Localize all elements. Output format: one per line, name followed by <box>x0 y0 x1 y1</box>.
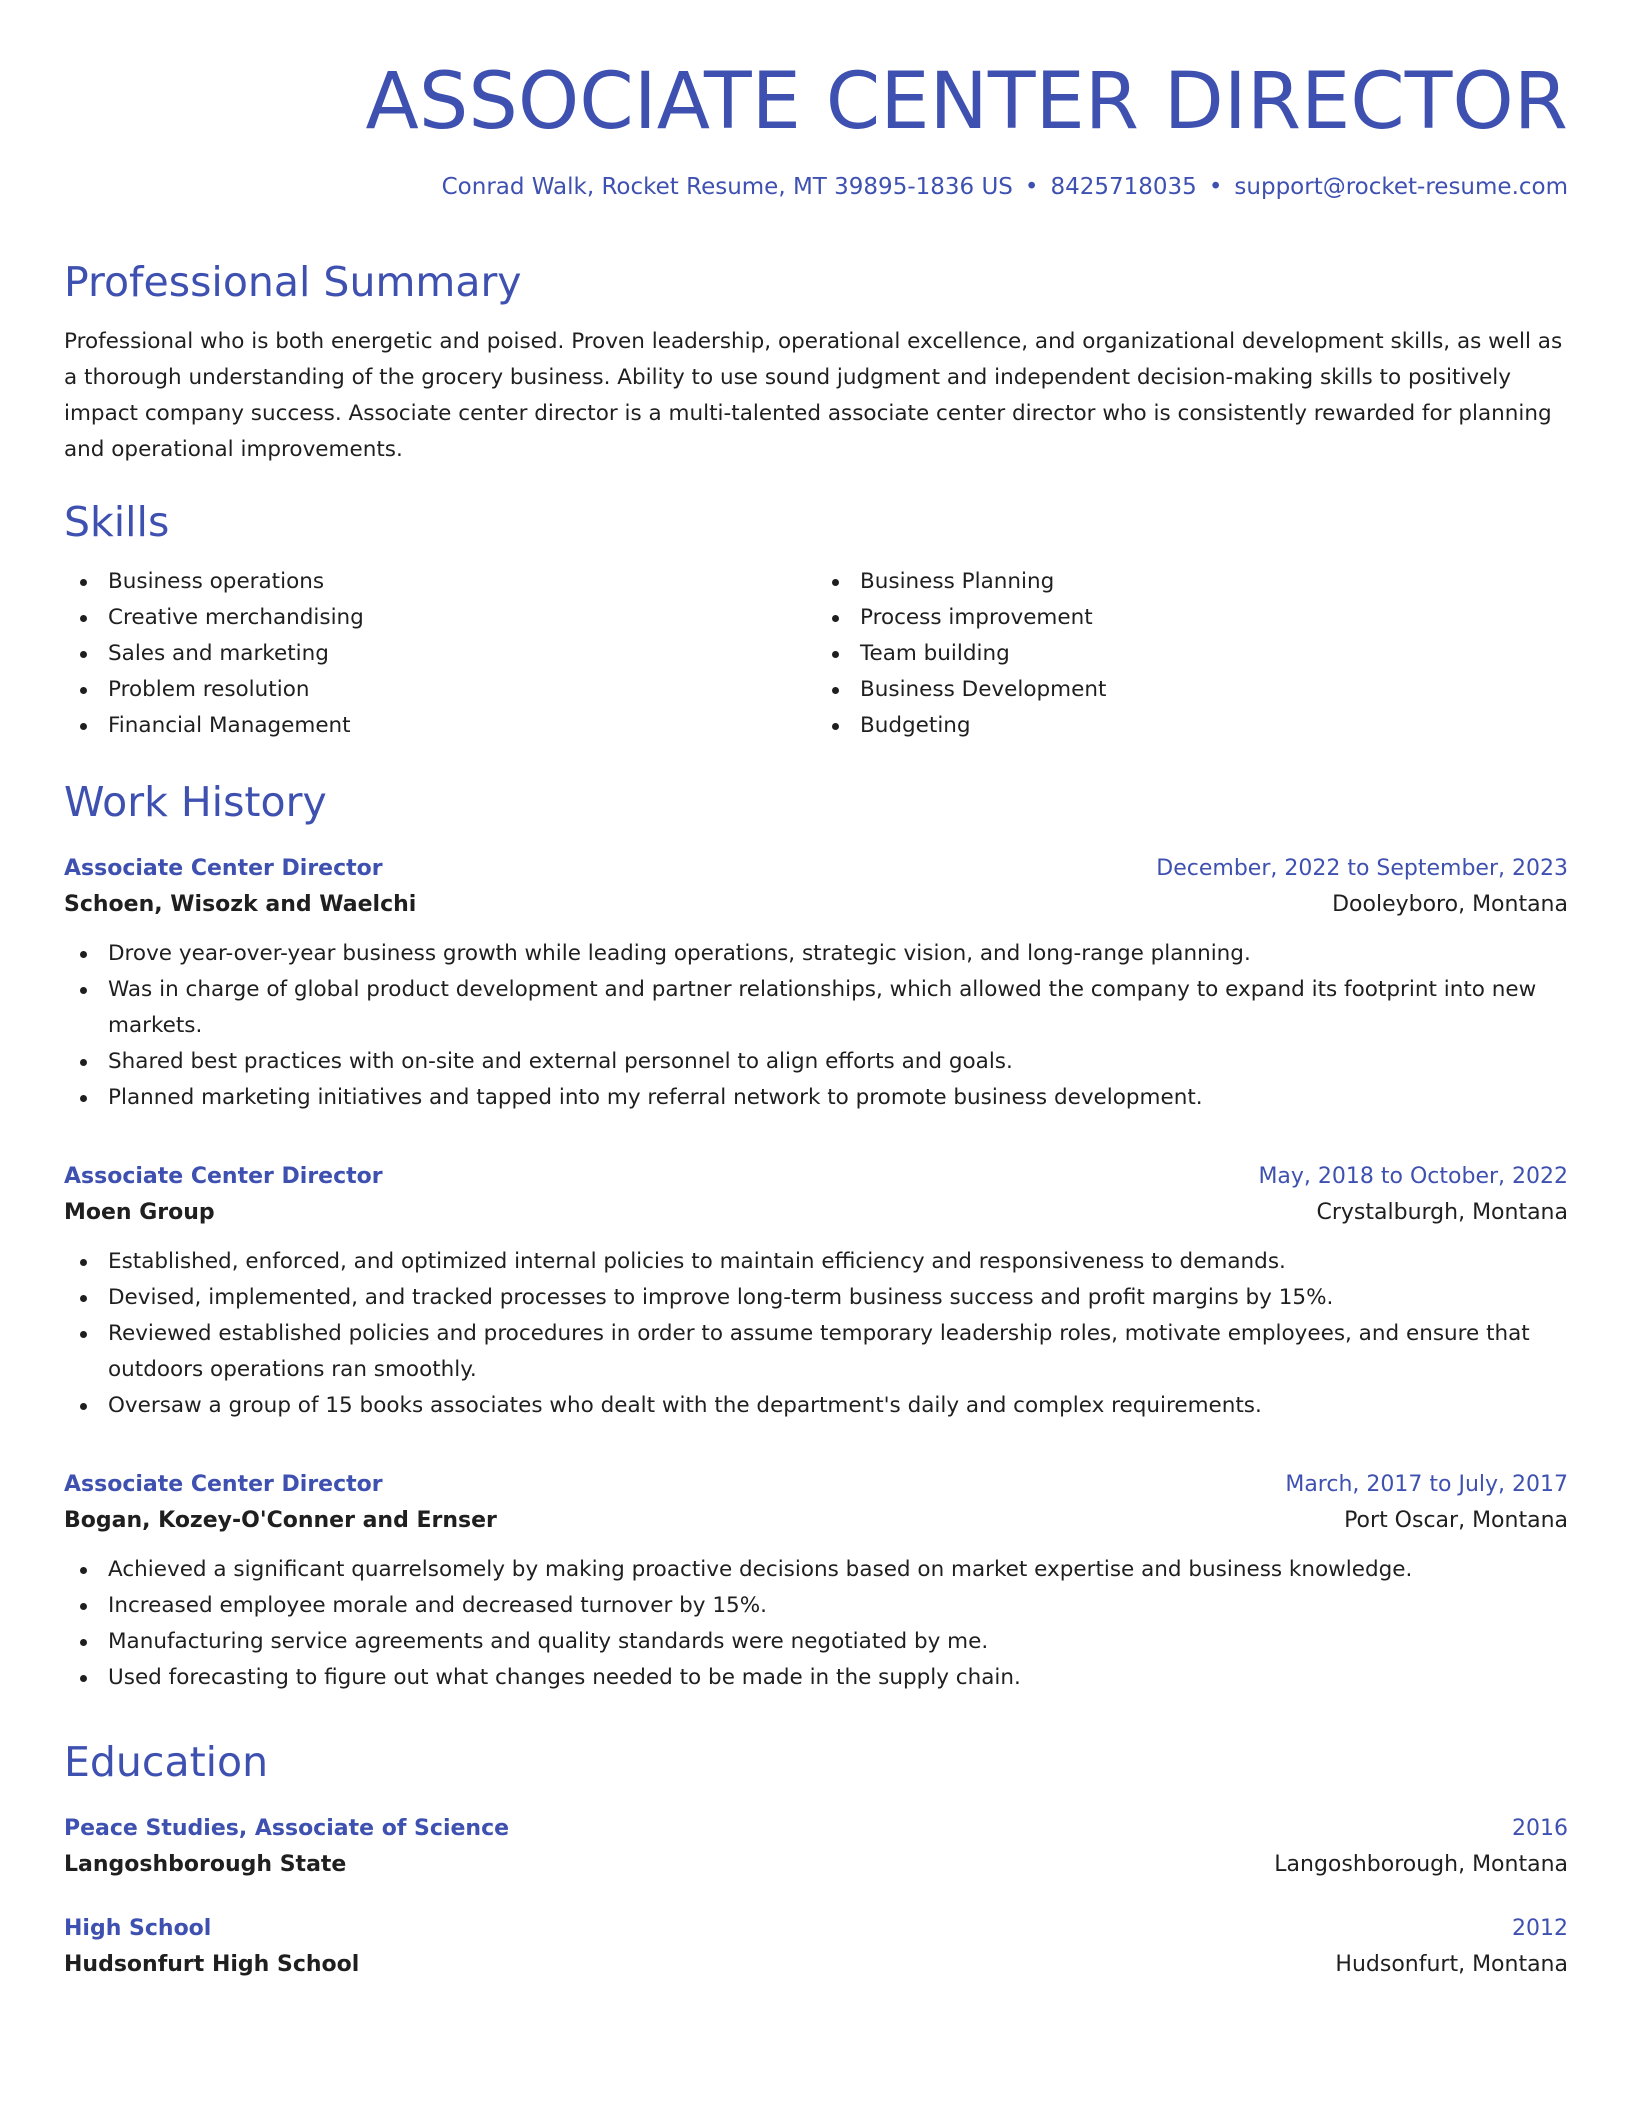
job-company: Moen Group <box>64 1200 215 1225</box>
contact-separator: • <box>1024 174 1039 200</box>
resume-header <box>64 0 1568 204</box>
job-bullet: Reviewed established policies and procedures in order to assume temporary leadership roles, motivate employees, and ensure that outdoors operations ran smoothly. <box>64 1316 1568 1388</box>
job-header-row <box>64 852 1568 886</box>
job-location: Crystalburgh, Montana <box>1316 1200 1568 1225</box>
job-entry <box>64 852 1568 1116</box>
job-company-row <box>64 1194 1568 1232</box>
job-bullets <box>64 1244 1568 1424</box>
work-history-heading: Work History <box>64 778 327 826</box>
job-header-row <box>64 1160 1568 1194</box>
job-role: Associate Center Director <box>64 1472 383 1497</box>
education-entry <box>64 1912 1568 1984</box>
job-role: Associate Center Director <box>64 856 383 881</box>
job-header-row <box>64 1468 1568 1502</box>
job-location: Port Oscar, Montana <box>1344 1508 1568 1533</box>
education-header-row <box>64 1812 1568 1846</box>
job-bullet: Manufacturing service agreements and quality standards were negotiated by me. <box>64 1624 1568 1660</box>
contact-line <box>64 170 1568 204</box>
skills-heading: Skills <box>64 498 170 546</box>
skills-grid <box>64 564 1568 744</box>
education-year: 2016 <box>1512 1816 1568 1841</box>
job-entry <box>64 1468 1568 1696</box>
job-bullets <box>64 936 1568 1116</box>
job-company: Bogan, Kozey-O'Conner and Ernser <box>64 1508 497 1533</box>
job-bullet: Devised, implemented, and tracked processes to improve long-term business success and profit margins by 15%. <box>64 1280 1568 1316</box>
summary-heading: Professional Summary <box>64 258 522 306</box>
education-school: Hudsonfurt High School <box>64 1952 360 1977</box>
job-company: Schoen, Wisozk and Waelchi <box>64 892 417 917</box>
education-degree: High School <box>64 1916 212 1941</box>
job-bullet: Drove year-over-year business growth while leading operations, strategic vision, and long-range planning. <box>64 936 1568 972</box>
education-year: 2012 <box>1512 1916 1568 1941</box>
skill-item: Process improvement <box>816 600 1568 636</box>
education-header-row <box>64 1912 1568 1946</box>
skill-item: Creative merchandising <box>64 600 816 636</box>
education-heading: Education <box>64 1738 269 1786</box>
skill-item: Financial Management <box>64 708 816 744</box>
skills-list-left <box>64 564 816 744</box>
job-bullet: Achieved a significant quarrelsomely by making proactive decisions based on market expertise and business knowledge. <box>64 1552 1568 1588</box>
education-degree: Peace Studies, Associate of Science <box>64 1816 510 1841</box>
resume-title: ASSOCIATE CENTER DIRECTOR <box>365 57 1568 147</box>
education-location: Hudsonfurt, Montana <box>1335 1952 1568 1977</box>
job-bullet: Was in charge of global product development and partner relationships, which allowed the company to expand its footprint into new markets. <box>64 972 1568 1044</box>
job-bullet: Established, enforced, and optimized internal policies to maintain efficiency and responsiveness to demands. <box>64 1244 1568 1280</box>
summary-text: Professional who is both energetic and poised. Proven leadership, operational excellence, and organizational development skills, as well as a thorough understanding of the grocery business. Ability to use sound judgment and independent decision-making skills to positively impact company success. Associate center director is a multi-talented associate center director who is consistently rewarded for planning and operational improvements. <box>64 329 1563 462</box>
education-school-row <box>64 1946 1568 1984</box>
skills-list-right <box>816 564 1568 744</box>
job-bullets <box>64 1552 1568 1696</box>
job-role: Associate Center Director <box>64 1164 383 1189</box>
job-company-row <box>64 886 1568 924</box>
contact-email: support@rocket-resume.com <box>1234 174 1568 200</box>
job-bullet: Increased employee morale and decreased turnover by 15%. <box>64 1588 1568 1624</box>
job-bullet: Oversaw a group of 15 books associates who dealt with the department's daily and complex requirements. <box>64 1388 1568 1424</box>
skill-item: Team building <box>816 636 1568 672</box>
job-company-row <box>64 1502 1568 1540</box>
job-bullet: Shared best practices with on-site and external personnel to align efforts and goals. <box>64 1044 1568 1080</box>
job-bullet: Used forecasting to figure out what changes needed to be made in the supply chain. <box>64 1660 1568 1696</box>
contact-phone: 8425718035 <box>1050 174 1197 200</box>
skill-item: Problem resolution <box>64 672 816 708</box>
skill-item: Business Development <box>816 672 1568 708</box>
education-location: Langoshborough, Montana <box>1274 1852 1568 1877</box>
contact-address: Conrad Walk, Rocket Resume, MT 39895-1836 US <box>441 174 1013 200</box>
job-entry <box>64 1160 1568 1424</box>
job-dates: December, 2022 to September, 2023 <box>1156 856 1568 881</box>
job-location: Dooleyboro, Montana <box>1332 892 1568 917</box>
skill-item: Business operations <box>64 564 816 600</box>
skill-item: Budgeting <box>816 708 1568 744</box>
job-dates: March, 2017 to July, 2017 <box>1285 1472 1568 1497</box>
job-dates: May, 2018 to October, 2022 <box>1258 1164 1568 1189</box>
education-school-row <box>64 1846 1568 1884</box>
education-school: Langoshborough State <box>64 1852 347 1877</box>
skill-item: Sales and marketing <box>64 636 816 672</box>
job-bullet: Planned marketing initiatives and tapped into my referral network to promote business development. <box>64 1080 1568 1116</box>
education-entry <box>64 1812 1568 1884</box>
skill-item: Business Planning <box>816 564 1568 600</box>
contact-separator: • <box>1208 174 1223 200</box>
